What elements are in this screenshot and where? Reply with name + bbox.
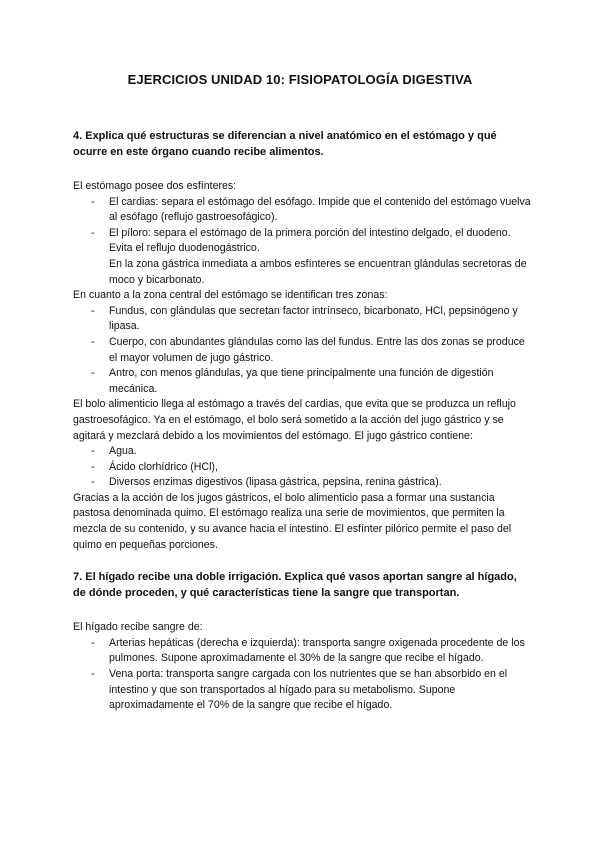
list-item: [73, 195, 531, 226]
intro-esfinteres: El estómago posee dos esfínteres:: [73, 180, 237, 192]
question-7: 7. El hígado recibe una doble irrigación. Explica qué vasos aportan sangre al hígado, de dónde proceden, y qué características tiene la sangre que transportan.: [73, 571, 517, 600]
bullet-dash: -: [91, 195, 95, 208]
document-title: EJERCICIOS UNIDAD 10: FISIOPATOLOGÍA DIGESTIVA: [127, 72, 473, 87]
list-item: [73, 475, 531, 491]
list-item: [73, 335, 531, 366]
bullet-dash: -: [91, 335, 95, 348]
list-item-text: Fundus, con glándulas que secretan factor intrínseco, bicarbonato, HCl, pepsinógeno y lipasa.: [109, 304, 518, 333]
list-item-continuation: En la zona gástrica inmediata a ambos esfínteres se encuentran glándulas secretoras de moco y bicarbonato.: [109, 257, 527, 286]
bullet-dash: -: [91, 226, 95, 239]
list-item: [73, 667, 531, 714]
bullet-dash: -: [91, 304, 95, 317]
zonas-list: [73, 304, 531, 398]
bullet-dash: -: [91, 668, 95, 681]
document-content: [73, 128, 531, 714]
list-item: [73, 636, 531, 667]
intro-higado: El hígado recibe sangre de:: [73, 621, 203, 634]
list-item-text: Ácido clorhídrico (HCl),: [109, 460, 218, 473]
list-item-text: Antro, con menos glándulas, ya que tiene principalmente una función de digestión mecánica.: [109, 367, 494, 395]
list-item: [73, 226, 531, 288]
bullet-dash: -: [91, 445, 95, 458]
list-item: [73, 444, 531, 460]
list-item-text: El cardias: separa el estómago del esófago. Impide que el contenido del estómago vuelva al esófago (reflujo gastroesofágico).: [109, 195, 531, 224]
question-4: 4. Explica qué estructuras se diferencian a nivel anatómico en el estómago y qué ocurre en este órgano cuando recibe alimentos.: [73, 130, 497, 158]
vasos-list: [73, 636, 531, 714]
bullet-dash: -: [91, 476, 95, 489]
list-item-text: Arterias hepáticas (derecha e izquierda): transporta sangre oxigenada procedente de los pulmones. Supone aproximadamente el 30% de la sangre que recibe el hígado.: [109, 636, 525, 665]
list-item: [73, 366, 531, 397]
jugo-list: [73, 444, 531, 491]
list-item-text: Vena porta: transporta sangre cargada con los nutrientes que se han absorbido en el intestino y que son transportados al hígado para su metabolismo. Supone aproximadamente el 70% de la sangre que recibe el hígado.: [109, 668, 508, 712]
list-item-text: Cuerpo, con abundantes glándulas como las del fundus. Entre las dos zonas se produce el mayor volumen de jugo gástrico.: [109, 335, 525, 364]
intro-zonas: En cuanto a la zona central del estómago se identifican tres zonas:: [73, 289, 388, 302]
bullet-dash: -: [91, 636, 95, 649]
bullet-dash: -: [91, 367, 95, 380]
esfinteres-list: [73, 195, 531, 289]
list-item-text: El píloro: separa el estómago de la primera porción del intestino delgado, el duodeno. Evita el reflujo duodenogástrico.: [109, 226, 511, 255]
quimo-paragraph: Gracias a la acción de los jugos gástricos, el bolo alimenticio pasa a formar una sustancia pastosa denominada quimo. El estómago realiza una serie de movimientos, que permiten la mezcla de su contenido, y su avance hacia el intestino. El esfínter pilórico permite el paso del quimo en pequeñas porciones.: [73, 491, 512, 551]
bolo-paragraph: El bolo alimenticio llega al estómago a través del cardias, que evita que se produzca un reflujo gastroesofágico. Ya en el estómago, el bolo será sometido a la acción del jugo gástrico y se agitará y mezclará debido a los movimientos del estómago. El jugo gástrico contiene:: [73, 398, 516, 442]
bullet-dash: -: [91, 460, 95, 473]
list-item: [73, 460, 531, 476]
list-item: [73, 304, 531, 335]
list-item-text: Diversos enzimas digestivos (lipasa gástrica, pepsina, renina gástrica).: [109, 476, 442, 489]
list-item-text: Agua.: [109, 445, 137, 458]
